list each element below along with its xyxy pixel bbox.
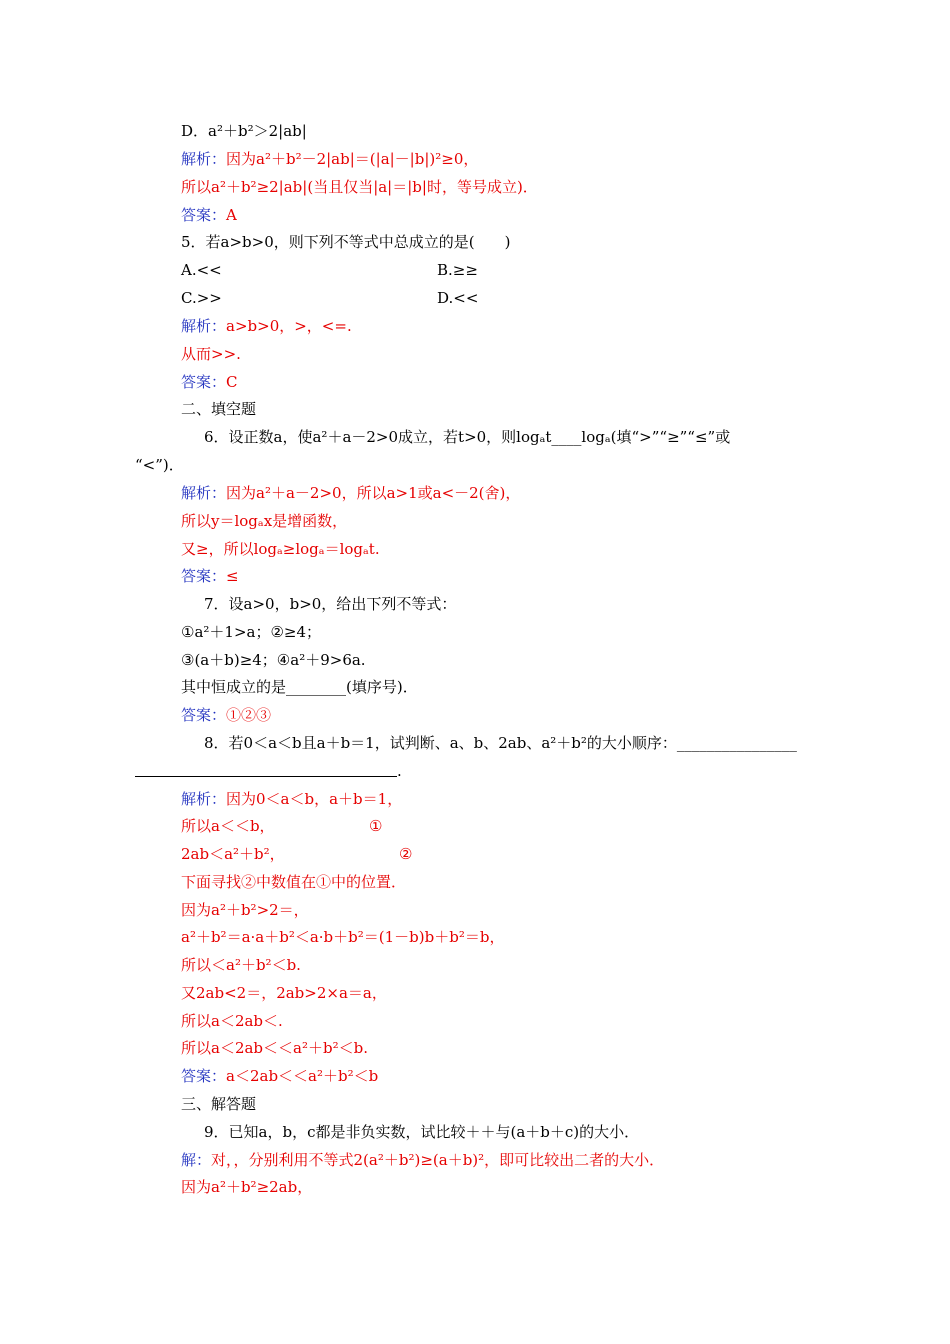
analysis-line xyxy=(181,148,478,170)
question-7-items: ①a²＋1>a；②≥4； xyxy=(181,623,322,641)
option-a: A.<< xyxy=(181,261,222,279)
analysis-line xyxy=(181,482,520,504)
answer-label: 答案： xyxy=(181,567,227,585)
question-7-items: ③(a＋b)≥4；④a²＋9>6a. xyxy=(181,651,366,669)
analysis-line xyxy=(181,315,352,337)
solution-text: 对，，分别利用不等式2(a²＋b²)≥(a＋b)²，即可比较出二者的大小． xyxy=(211,1151,665,1169)
answer-label: 答案： xyxy=(181,1067,227,1085)
equation-marker: ② xyxy=(399,845,413,863)
answer-label: 答案： xyxy=(181,706,227,724)
analysis-text: 2ab＜a²＋b²， xyxy=(181,845,285,863)
analysis-text: a>b>0，>，<=. xyxy=(226,317,352,335)
option-d: D．a²＋b²＞2|ab| xyxy=(181,122,307,140)
analysis-text: 因为a²＋a－2>0，所以a>1或a<－2(舍)， xyxy=(226,484,521,502)
analysis-line xyxy=(181,1149,664,1171)
section-heading: 三、解答题 xyxy=(181,1095,257,1113)
analysis-line: 因为a²＋b²≥2ab， xyxy=(181,1178,313,1196)
answer-text: ①②③ xyxy=(226,706,272,724)
section-heading: 二、填空题 xyxy=(181,400,257,418)
analysis-line: 所以a＜2ab＜. xyxy=(181,1012,283,1030)
answer-line xyxy=(181,204,237,226)
question-6-cont: “<”)． xyxy=(135,456,184,474)
analysis-text: 因为a²＋b²－2|ab|＝(|a|－|b|)²≥0， xyxy=(226,150,479,168)
answer-line xyxy=(181,1065,378,1087)
answer-label: 答案： xyxy=(181,373,227,391)
analysis-line: a²＋b²＝a·a＋b²＜a·b＋b²＝(1－b)b＋b²＝b， xyxy=(181,928,505,946)
question-8-end: . xyxy=(397,762,402,780)
option-d: D.<< xyxy=(437,289,479,307)
answer-blank-line xyxy=(135,776,397,777)
analysis-line: 所以y＝logₐx是增函数， xyxy=(181,512,348,530)
equation-marker: ① xyxy=(369,817,383,835)
answer-line xyxy=(181,704,271,726)
question-6: 6．设正数a，使a²＋a－2>0成立，若t>0，则logₐt____logₐ(填“>”“≥”“≤”或 xyxy=(204,428,731,446)
question-5: 5．若a>b>0，则下列不等式中总成立的是( ) xyxy=(181,233,511,251)
analysis-line: 从而>>. xyxy=(181,345,241,363)
analysis-label: 解析： xyxy=(181,150,227,168)
answer-label: 答案： xyxy=(181,206,227,224)
analysis-line: 所以a²＋b²≥2|ab|(当且仅当|a|＝|b|时，等号成立)． xyxy=(181,178,538,196)
options-row xyxy=(181,287,781,309)
analysis-line xyxy=(181,788,402,810)
question-8: 8．若0＜a＜b且a＋b＝1，试判断、a、b、2ab、a²＋b²的大小顺序：________________ xyxy=(204,734,797,752)
answer-text: C xyxy=(226,373,238,391)
answer-text: ≤ xyxy=(226,567,239,585)
analysis-line: 所以＜a²＋b²＜b. xyxy=(181,956,301,974)
question-7: 7．设a>0，b>0，给出下列不等式： xyxy=(204,595,457,613)
answer-line xyxy=(181,371,238,393)
question-9: 9．已知a，b，c都是非负实数，试比较＋＋与(a＋b＋c)的大小． xyxy=(204,1123,640,1141)
answer-text: A xyxy=(226,206,237,224)
solution-label: 解： xyxy=(181,1151,212,1169)
analysis-label: 解析： xyxy=(181,790,227,808)
analysis-line: 又2ab<2＝，2ab>2×a＝a， xyxy=(181,984,387,1002)
analysis-text: 因为0＜a＜b，a＋b＝1， xyxy=(226,790,403,808)
analysis-line: 所以a＜2ab＜＜a²＋b²＜b. xyxy=(181,1039,368,1057)
analysis-label: 解析： xyxy=(181,317,227,335)
analysis-label: 解析： xyxy=(181,484,227,502)
analysis-line: 因为a²＋b²>2＝， xyxy=(181,901,309,919)
question-7-prompt: 其中恒成立的是________(填序号)． xyxy=(181,678,418,696)
option-b: B.≥≥ xyxy=(437,261,478,279)
analysis-line xyxy=(181,815,481,837)
answer-line xyxy=(181,565,239,587)
options-row xyxy=(181,259,781,281)
analysis-line: 下面寻找②中数值在①中的位置． xyxy=(181,873,407,891)
analysis-line: 又≥，所以logₐ≥logₐ＝logₐt. xyxy=(181,540,380,558)
analysis-text: 所以a＜＜b， xyxy=(181,817,275,835)
analysis-line xyxy=(181,843,481,865)
answer-text: a＜2ab＜＜a²＋b²＜b xyxy=(226,1067,379,1085)
option-c: C.>> xyxy=(181,289,222,307)
